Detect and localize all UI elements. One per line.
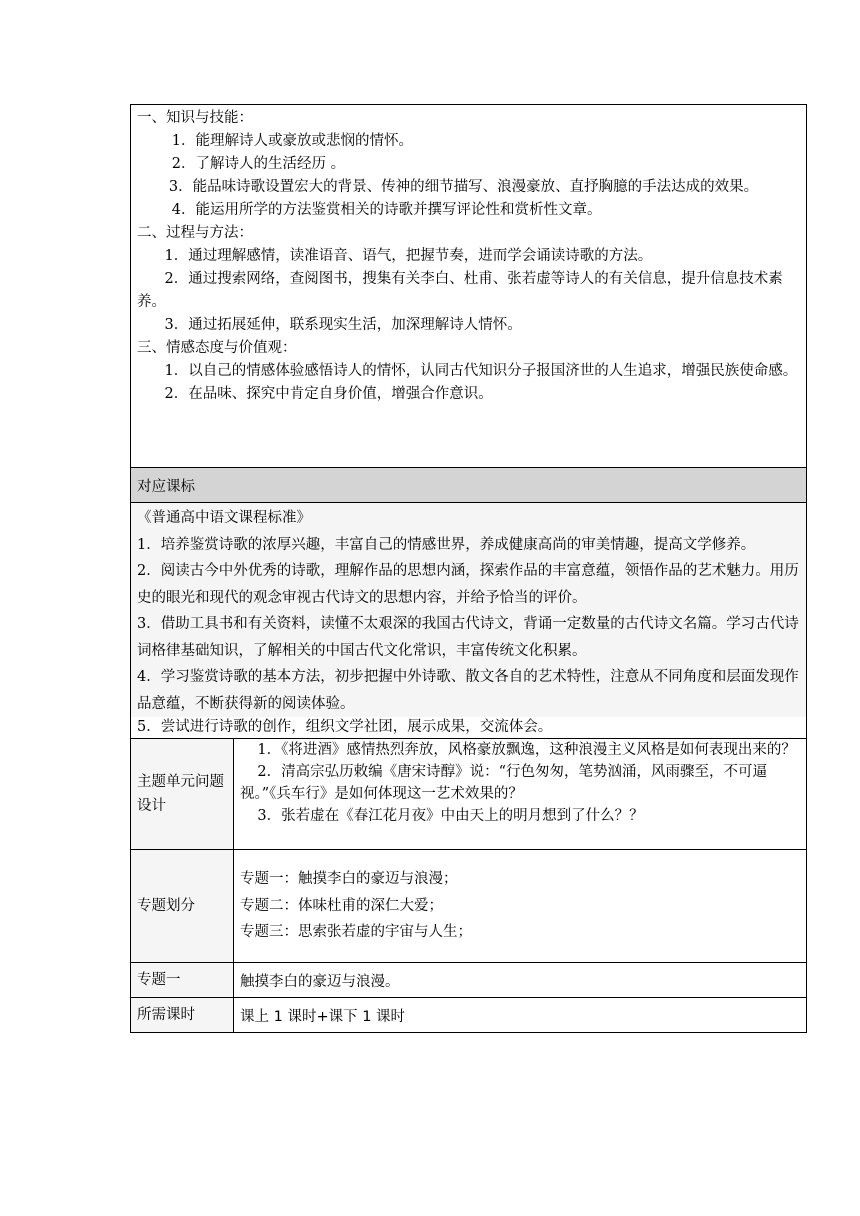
standard-item-3: 3．借助工具书和有关资料，读懂不太艰深的我国古代诗文，背诵一定数量的古代诗文名篇。学习古代诗词格律基础知识，了解相关的中国古代文化常识，丰富传统文化积累。 <box>137 616 799 659</box>
standard-item-5: 5．尝试进行诗歌的创作，组织文学社团，展示成果，交流体会。 <box>131 717 806 738</box>
knowledge-item-2: 2．了解诗人的生活经历 。 <box>171 156 346 172</box>
hours-label: 所需课时 <box>131 998 234 1033</box>
topics-row <box>131 850 807 963</box>
process-item-1: 1．通过理解感情，读准语音、语气，把握节奏，进而学会诵读诗歌的方法。 <box>164 248 653 264</box>
process-item-3: 3．通过拓展延伸，联系现实生活，加深理解诗人情怀。 <box>164 317 522 333</box>
topic-one-row <box>131 963 807 998</box>
question-item-3: 3．张若虚在《春江花月夜》中由天上的明月想到了什么？？ <box>257 808 644 824</box>
emotion-item-1: 1．以自己的情感体验感悟诗人的情怀，认同古代知识分子报国济世的人生追求，增强民族使命感。 <box>164 363 798 379</box>
emotion-item-2: 2．在品味、探究中肯定自身价值，增强合作意识。 <box>164 386 493 402</box>
standards-block <box>131 503 806 717</box>
topic-item-2: 专题二：体味杜甫的深仁大爱； <box>240 897 443 914</box>
question-item-1: 1．《将进酒》感情热烈奔放，风格豪放飘逸，这种浪漫主义风格是如何表现出来的？ <box>257 742 796 758</box>
standard-item-2: 2．阅读古今中外优秀的诗歌，理解作品的思想内涵，探索作品的丰富意蕴，领悟作品的艺术魅力。用历史的眼光和现代的观念审视古代诗文的思想内容，并给予恰当的评价。 <box>137 563 799 606</box>
standards-header-row <box>131 468 807 503</box>
standard-item-4: 4．学习鉴赏诗歌的基本方法，初步把握中外诗歌、散文各自的艺术特性，注意从不同角度和层面发现作品意蕴，不断获得新的阅读体验。 <box>137 669 799 712</box>
topic-item-3: 专题三：思索张若虚的宇宙与人生； <box>240 924 472 941</box>
standards-header: 对应课标 <box>131 468 807 503</box>
goals-row <box>131 105 807 468</box>
knowledge-item-3: 3．能品味诗歌设置宏大的背景、传神的细节描写、浪漫豪放、直抒胸臆的手法达成的效果。 <box>168 179 759 195</box>
topics-label: 专题划分 <box>131 850 234 963</box>
standards-row <box>131 503 807 739</box>
standards-cell <box>131 503 807 739</box>
standard-item-1: 1．培养鉴赏诗歌的浓厚兴趣，丰富自己的情感世界，养成健康高尚的审美情趣，提高文学修养。 <box>137 536 756 553</box>
question-design-content <box>234 739 807 850</box>
question-design-row <box>131 739 807 850</box>
standards-title: 《普通高中语文课程标准》 <box>137 510 311 526</box>
topic-one-value: 触摸李白的豪迈与浪漫。 <box>234 963 807 998</box>
question-item-2: 2．清高宗弘历敕编《唐宋诗醇》说：“行色匆匆，笔势汹涌，风雨骤至，不可逼视。”《兵车行》是如何体现这一艺术效果的？ <box>240 764 768 802</box>
lesson-plan-table <box>130 104 807 1033</box>
topic-one-label: 专题一 <box>131 963 234 998</box>
goals-heading-knowledge: 一、知识与技能： <box>137 110 253 126</box>
topics-content <box>234 850 807 963</box>
process-item-2: 2．通过搜索网络，查阅图书，搜集有关李白、杜甫、张若虚等诗人的有关信息，提升信息技术素养。 <box>137 271 783 310</box>
goals-heading-emotion: 三、情感态度与价值观： <box>137 340 297 356</box>
knowledge-item-4: 4．能运用所学的方法鉴赏相关的诗歌并撰写评论性和赏析性文章。 <box>171 202 602 218</box>
knowledge-item-1: 1．能理解诗人或豪放或悲悯的情怀。 <box>171 133 414 149</box>
hours-row <box>131 998 807 1033</box>
topic-item-1: 专题一：触摸李白的豪迈与浪漫； <box>240 871 458 888</box>
goals-heading-process: 二、过程与方法： <box>137 225 253 241</box>
question-design-label: 主题单元问题设计 <box>131 739 234 850</box>
goals-cell <box>131 105 807 468</box>
hours-value: 课上 1 课时+课下 1 课时 <box>234 998 807 1033</box>
